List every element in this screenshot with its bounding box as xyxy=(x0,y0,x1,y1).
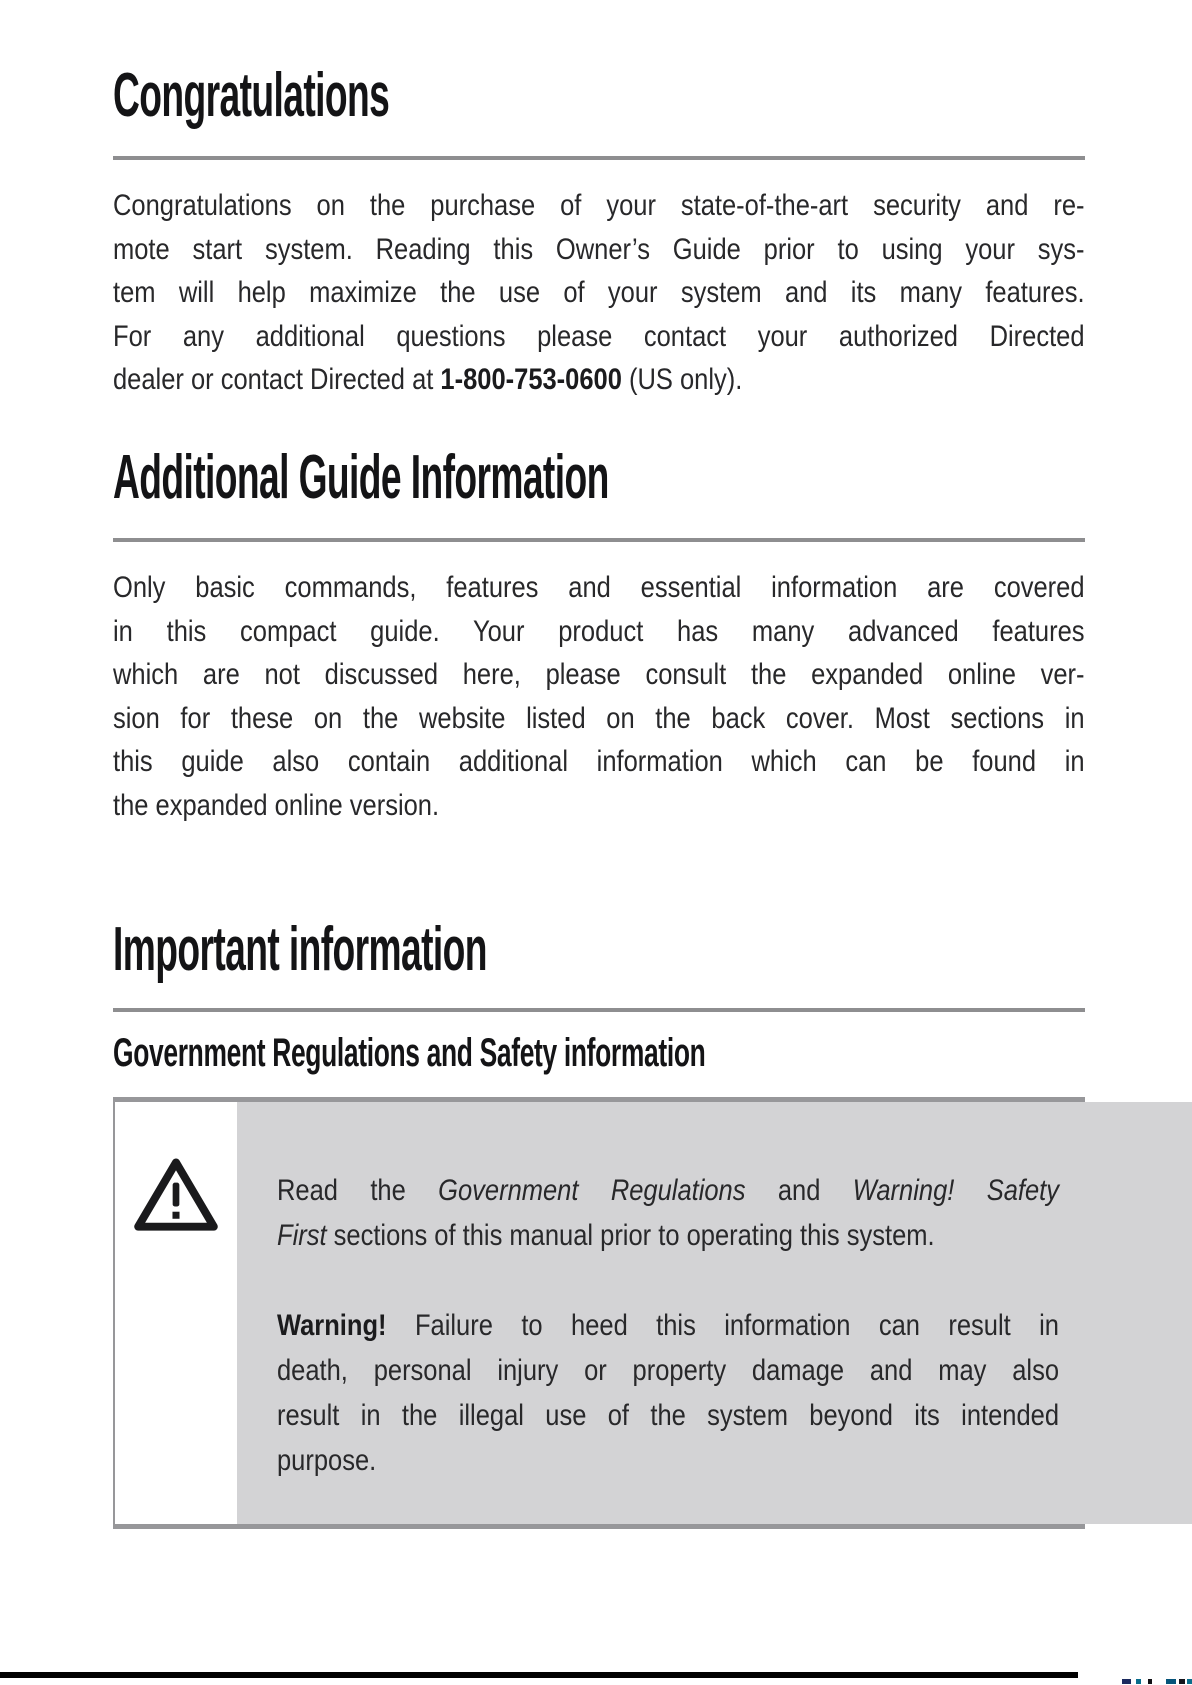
italic-run: Government Regulations xyxy=(438,1174,746,1207)
text-run: Failure to heed this information can result in xyxy=(386,1309,1059,1342)
heading-rule-congratulations xyxy=(113,156,1085,160)
text-line: tem will help maximize the use of your system and its many features. xyxy=(113,276,1085,309)
text-line: result in the illegal use of the system beyond its intended xyxy=(277,1399,1059,1432)
italic-run: First xyxy=(277,1219,327,1252)
heading-rule-additional-guide xyxy=(113,538,1085,542)
paragraph-gap xyxy=(277,1258,1059,1303)
text-line xyxy=(277,1303,1059,1348)
text-run: dealer or contact Directed at xyxy=(113,363,441,396)
text-run: and xyxy=(745,1174,853,1207)
heading-rule-important xyxy=(113,1008,1085,1012)
text-line xyxy=(277,1168,1059,1213)
warning-text xyxy=(277,1168,1059,1483)
text-line: in this compact guide. Your product has many advanced features xyxy=(113,614,1085,648)
phone-number: 1-800-753-0600 xyxy=(440,363,622,396)
text-run: Read the xyxy=(277,1174,439,1207)
warning-text-panel xyxy=(237,1102,1192,1524)
heading-congratulations: Congratulations xyxy=(113,61,390,130)
text-run: sections of this manual prior to operating this system. xyxy=(326,1219,935,1252)
text-run: (US only). xyxy=(621,363,743,396)
warning-triangle-icon xyxy=(132,1156,220,1234)
text-line: Congratulations on the purchase of your state-of-the-art security and re- xyxy=(113,189,1085,222)
heading-important-information: Important information xyxy=(113,915,487,984)
text-line: this guide also contain additional information which can be found in xyxy=(113,745,1085,778)
heading-additional-guide-information: Additional Guide Information xyxy=(113,443,609,512)
text-line: sion for these on the website listed on the back cover. Most sections in xyxy=(113,701,1085,735)
text-line: mote start system. Reading this Owner’s Guide prior to using your sys- xyxy=(113,232,1085,266)
print-registration-marks xyxy=(1122,1679,1192,1685)
warning-label: Warning! xyxy=(277,1309,387,1342)
paragraph-congratulations xyxy=(113,184,1085,402)
text-line: For any additional questions please contact your authorized Directed xyxy=(113,319,1085,353)
text-line xyxy=(113,358,1085,402)
text-line: death, personal injury or property damage and may also xyxy=(277,1354,1059,1387)
safety-warning-box xyxy=(113,1097,1085,1529)
subheading-government-regulations: Government Regulations and Safety information xyxy=(113,1031,706,1075)
paragraph-additional-guide xyxy=(113,566,1085,827)
text-line: the expanded online version. xyxy=(113,788,440,822)
text-line: purpose. xyxy=(277,1444,377,1477)
text-line xyxy=(277,1213,1059,1258)
text-line: which are not discussed here, please consult the expanded online ver- xyxy=(113,658,1085,691)
text-line: Only basic commands, features and essential information are covered xyxy=(113,571,1085,604)
italic-run: Warning! Safety xyxy=(852,1174,1059,1207)
warning-icon-column xyxy=(115,1102,237,1524)
footer-rule-bar xyxy=(0,1672,1078,1678)
